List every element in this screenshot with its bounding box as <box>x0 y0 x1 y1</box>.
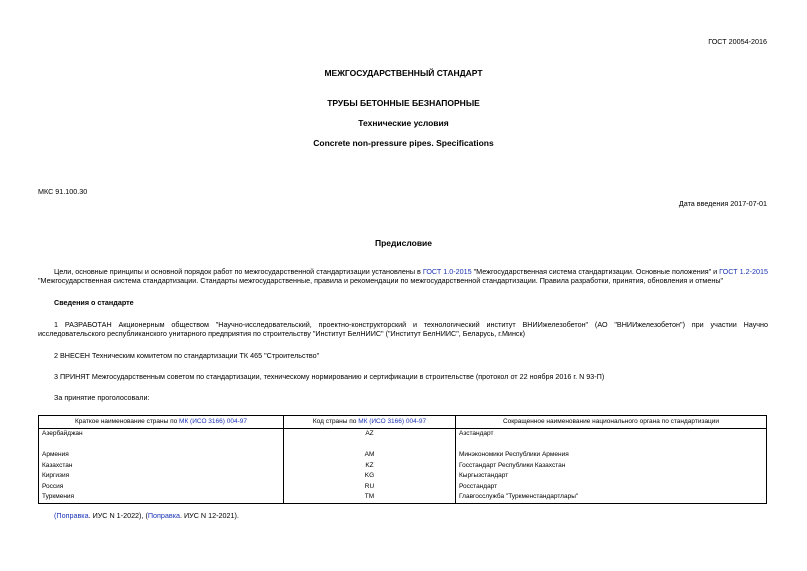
header-country-name: Краткое наименование страны по МК (ИСО 3166) 004-97 <box>39 416 284 429</box>
item-developed: 1 РАЗРАБОТАН Акционерным обществом "Научно-исследовательский, проектно-конструкторский и технологический институт ВНИИжелезобетон" (АО "ВНИИжелезобетон") при участии Научно исследовательского республиканского унитарного предприятия по строительству "Институт БелНИИС" ("Институт БелНИИС", Беларусь, г.Минск) <box>38 320 768 338</box>
countries-table <box>38 415 767 504</box>
table-row <box>39 492 767 503</box>
intro-date: Дата введения 2017-07-01 <box>678 199 767 208</box>
mks-code: МКС 91.100.30 <box>38 187 88 196</box>
info-heading: Сведения о стандарте <box>54 298 134 307</box>
amendment-link-2[interactable]: Поправка <box>147 511 181 520</box>
preface-text-2: "Межгосударственная система стандартизации. Основные положения" и <box>471 267 720 276</box>
standards-body: Минэкономики Республики Армения <box>456 450 767 461</box>
gost-1-2-link[interactable]: ГОСТ 1.2-2015 <box>719 267 768 276</box>
country-code: KG <box>284 471 456 482</box>
header-standards-body: Сокращенное наименование национального органа по стандартизации <box>456 416 767 429</box>
table-row <box>39 482 767 493</box>
country-code: TM <box>284 492 456 503</box>
country-name: Армения <box>39 450 284 461</box>
standards-body: Госстандарт Республики Казахстан <box>456 461 767 472</box>
amendment-link-1[interactable]: Поправка <box>56 511 89 520</box>
country-code: AM <box>284 450 456 461</box>
table-row <box>39 440 767 451</box>
preface-heading: Предисловие <box>374 238 433 248</box>
header-country-code: Код страны по МК (ИСО 3166) 004-97 <box>284 416 456 429</box>
country-code: KZ <box>284 461 456 472</box>
standards-body <box>456 440 767 451</box>
paren-open: ( <box>54 511 57 520</box>
gost-1-0-link[interactable]: ГОСТ 1.0-2015 <box>422 267 472 276</box>
country-name: Киргизия <box>39 471 284 482</box>
country-code <box>284 440 456 451</box>
doc-subtitle: Технические условия <box>358 118 449 128</box>
preface-paragraph <box>38 267 768 285</box>
item-introduced: 2 ВНЕСЕН Техническим комитетом по стандартизации ТК 465 "Строительство" <box>54 351 320 360</box>
doc-english-title: Concrete non-pressure pipes. Specifications <box>313 138 494 148</box>
mk-iso-link[interactable]: МК (ИСО 3166) 004-97 <box>358 417 427 425</box>
voted-label: За принятие проголосовали: <box>54 393 150 402</box>
country-name: Азербайджан <box>39 429 284 440</box>
item-adopted: 3 ПРИНЯТ Межгосударственным советом по стандартизации, техническому нормированию и сертификации в строительстве (протокол от 22 ноября 2016 г. N 93-П) <box>54 372 605 381</box>
doc-title: ТРУБЫ БЕТОННЫЕ БЕЗНАПОРНЫЕ <box>327 98 480 108</box>
doc-code: ГОСТ 20054-2016 <box>708 37 767 46</box>
mk-iso-link[interactable]: МК (ИСО 3166) 004-97 <box>179 417 247 425</box>
country-name: Россия <box>39 482 284 493</box>
preface-text-3: "Межгосударственная система стандартизации. Стандарты межгосударственные, правила и рекомендации по межгосударственной стандартизации. Правила разработки, принятия, обновления и отмены" <box>38 276 724 285</box>
country-name <box>39 440 284 451</box>
preface-text-1: Цели, основные принципы и основной порядок работ по межгосударственной стандартизации установлены в <box>54 267 423 276</box>
amendment-text-1: . ИУС N 1-2022), ( <box>88 511 148 520</box>
amendment-text-2: . ИУС N 12-2021). <box>180 511 239 520</box>
country-code: AZ <box>284 429 456 440</box>
table-row <box>39 450 767 461</box>
country-code: RU <box>284 482 456 493</box>
standards-body: Азстандарт <box>456 429 767 440</box>
table-header-row <box>39 416 767 429</box>
standards-body: Кыргызстандарт <box>456 471 767 482</box>
table-row <box>39 471 767 482</box>
standard-type: МЕЖГОСУДАРСТВЕННЫЙ СТАНДАРТ <box>324 68 483 78</box>
country-name: Казахстан <box>39 461 284 472</box>
table-row <box>39 429 767 440</box>
standards-body: Росстандарт <box>456 482 767 493</box>
country-name: Туркмения <box>39 492 284 503</box>
standards-body: Главгосслужба "Туркменстандартлары" <box>456 492 767 503</box>
table-row <box>39 461 767 472</box>
amendments-note <box>54 511 239 520</box>
